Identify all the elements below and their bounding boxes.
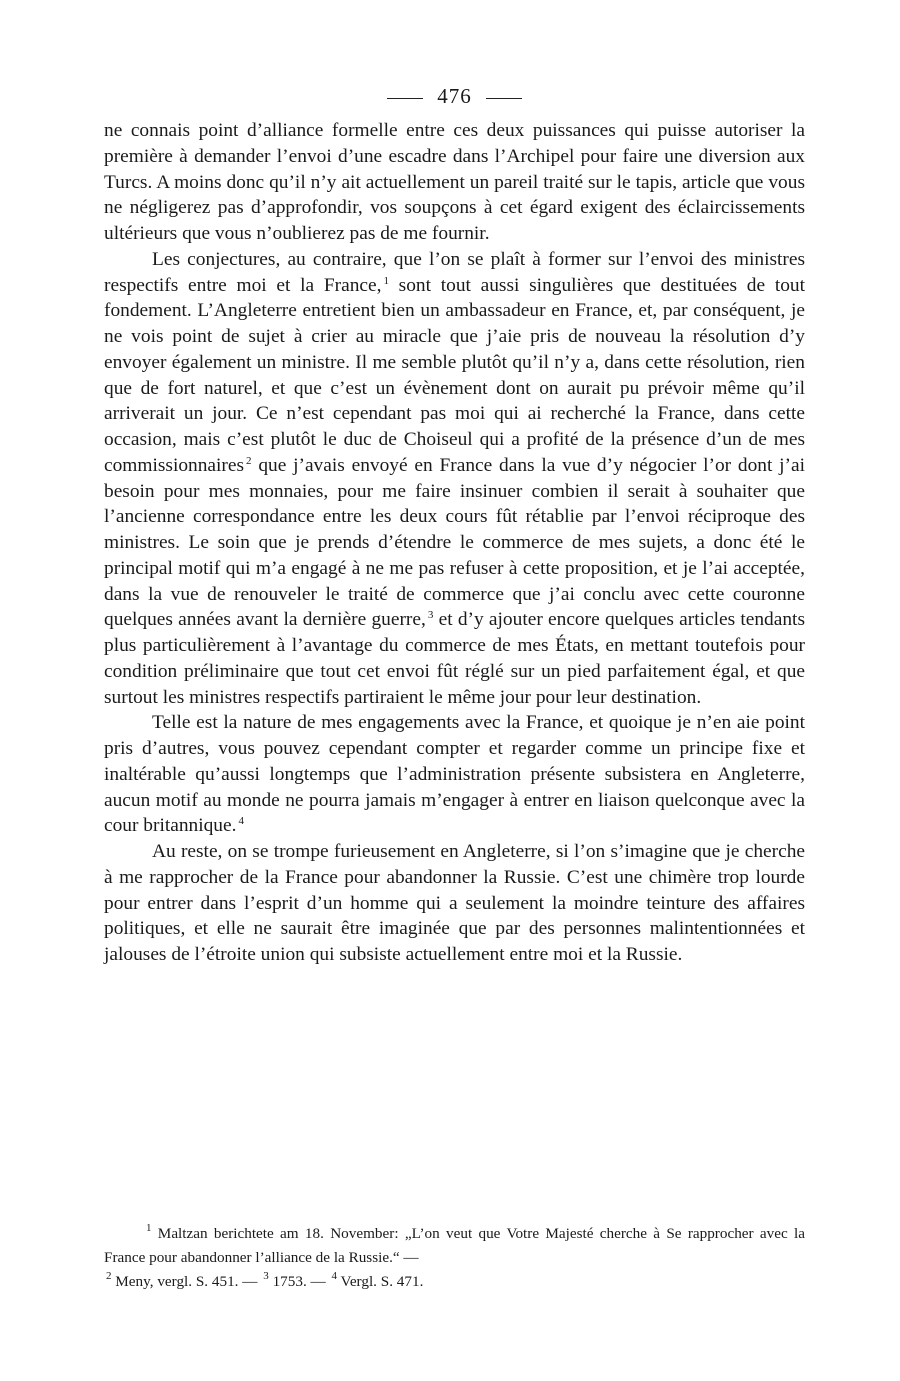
footnote-ref-2[interactable]: 2 — [246, 454, 252, 467]
paragraph-2-text-c: que j’avais envoyé en France dans la vue d’y négocier l’or dont j’ai besoin pour mes monnaies, pour me faire insinuer combien il serait à souhaiter que l’ancienne correspondance entre les deux cours fût rétablie par l’envoi réciproque des ministres. Le soin que je prends d’étendre le commerce de mes sujets, a donc été le principal motif qui m’a engagé à ne me pas refuser à cette proposition, et je l’ai acceptée, dans la vue de renouveler le traité de commerce que j’ai conclu avec cette couronne quelques années avant la dernière guerre, — [104, 454, 805, 631]
footnote-3-text: 1753. — — [268, 1273, 330, 1290]
paragraph-4 — [104, 839, 805, 968]
paragraph-1-text: ne connais point d’alliance formelle entre ces deux puissances qui puisse autoriser la première à demander l’envoi d’une escadre dans l’Archipel pour faire une diversion aux Turcs. A moins donc qu’il n’y ait actuellement un pareil traité sur le tapis, article que vous ne négligerez pas d’approfondir, vos soupçons à cet égard exigent des éclaircissements ultérieurs que vous n’oublierez pas de me fournir. — [104, 120, 805, 244]
paragraph-3-text: Telle est la nature de mes engagements avec la France, et quoique je n’en aie point pris d’autres, vous pouvez cependant compter et regarder comme un principe fixe et inaltérable qu’aussi longtemps que l’administration présente subsistera en Angleterre, aucun motif au monde ne pourra jamais m’engager à entrer en liaison quelconque avec la cour britannique. — [104, 712, 805, 837]
footnote-1-text: Maltzan berichtete am 18. November: „L’on veut que Votre Majesté cherche à Se rapprocher avec la France pour abandonner l’alliance de la Russie.“ — — [104, 1225, 805, 1266]
footnote-ref-1[interactable]: 1 — [383, 274, 389, 287]
footnote-4-text: Vergl. S. 471. — [337, 1273, 424, 1290]
footnotes — [104, 1222, 805, 1294]
paragraph-2 — [104, 247, 805, 711]
footnote-ref-4[interactable]: 4 — [238, 815, 244, 828]
footnote-ref-3[interactable]: 3 — [427, 609, 434, 622]
header-rule-left — [387, 98, 423, 99]
footnote-2-3-4 — [104, 1270, 805, 1294]
footnote-1 — [104, 1222, 805, 1270]
page-header — [104, 82, 805, 118]
footnote-marker-4: 4 — [331, 1270, 338, 1282]
footnote-2-text: Meny, vergl. S. 451. — — [111, 1273, 262, 1290]
footnote-marker-3: 3 — [263, 1270, 269, 1282]
body-text — [104, 118, 805, 968]
paragraph-1 — [104, 118, 805, 247]
footnote-marker-1: 1 — [146, 1222, 152, 1234]
paragraph-2-text-a: Les conjectures, au contraire, que l’on se plaît à former sur l’envoi des ministres respectifs entre moi et la France, — [104, 248, 805, 296]
footnote-marker-2: 2 — [106, 1270, 112, 1282]
paragraph-2-text-b: sont tout aussi singulières que destituées de tout fondement. L’Angleterre entretient bien un ambassadeur en France, et, par conséquent, je ne vois point de sujet à crier au miracle que j’aie pris de nouveau la résolution d’y envoyer également un ministre. Il me semble plutôt qu’il n’y a, dans cette résolution, rien que de fort naturel, et que c’est un évènement dont on aurait pu prévoir même qu’il arriverait un jour. Ce n’est cependant pas moi qui ai recherché la France, dans cette occasion, mais c’est plutôt le duc de Choiseul qui a profité de la présence d’un de mes commissionnaires — [104, 274, 805, 476]
paragraph-4-text: Au reste, on se trompe furieusement en Angleterre, si l’on s’imagine que je cherche à me rapprocher de la France pour abandonner la Russie. C’est une chimère trop lourde pour entrer dans l’esprit d’un homme qui a seulement la moindre teinture des affaires politiques, et elle ne saurait être imaginée que par des personnes malintentionnées et jalouses de l’étroite union qui subsiste actuellement entre moi et la Russie. — [104, 841, 805, 965]
page-number: 476 — [437, 84, 472, 108]
paragraph-2-text-d: et d’y ajouter encore quelques articles tendants plus particulièrement à l’avantage du commerce de mes États, en mettant toutefois pour condition préliminaire que tout cet envoi fût réglé sur un pied parfaitement égal, et que surtout les ministres respectifs partiraient le même jour pour leur destination. — [104, 609, 805, 708]
page — [104, 82, 805, 968]
paragraph-3 — [104, 710, 805, 839]
header-rule-right — [486, 98, 522, 99]
